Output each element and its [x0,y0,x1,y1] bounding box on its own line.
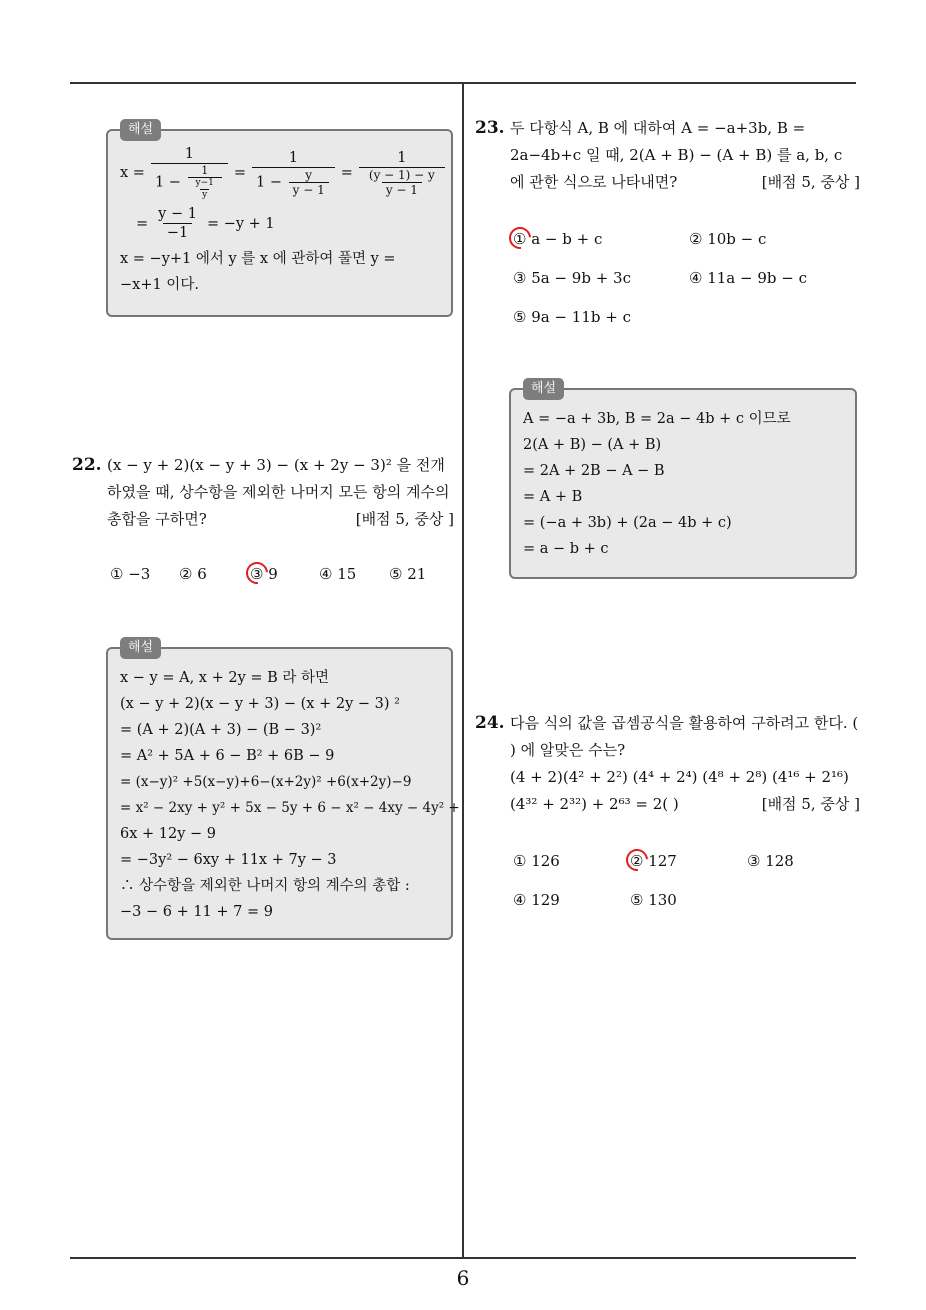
solution-line: (x − y + 2)(x − y + 3) − (x + 2y − 3) ² [120,696,400,712]
choice-3[interactable]: ③ 5a − 9b + 3c [513,269,632,287]
column-divider [462,84,464,1257]
question-meta: [배점 5, 중상 ] [761,795,860,813]
choice-1[interactable]: ① −3 [110,565,151,583]
question-text: 다음 식의 값을 곱셈공식을 활용하여 구하려고 한다. ( ) 에 알맞은 수는? [510,714,859,759]
page-number: 6 [456,1266,470,1290]
fraction-2: 1 1 − $\frac{y}{y - 1}$ [252,149,335,197]
solution-line: = 2A + 2B − A − B [523,463,665,479]
answer-circle-mark [622,845,653,876]
choice-3[interactable]: ③ 9 [250,565,278,583]
choice-2[interactable]: ② 10b − c [689,230,767,248]
solution-line: A = −a + 3b, B = 2a − 4b + c 이므로 [523,411,791,427]
question-23 [475,115,860,196]
solution-label: 해설 [120,637,161,659]
solution-line: x − y = A, x + 2y = B 라 하면 [120,670,330,686]
bottom-rule [70,1257,856,1259]
choice-4[interactable]: ④ 129 [513,891,560,909]
solution-line: = (A + 2)(A + 3) − (B − 3)² [120,722,322,738]
solution-line: = x² − 2xy + y² + 5x − 5y + 6 − x² − 4xy − 4y² + [120,800,460,816]
choice-1[interactable]: ① 126 [513,852,560,870]
fraction-3: $\frac{1}{\frac{(y - 1) - y}{y - 1}}$ [359,149,445,197]
question-number: 22. [72,455,102,475]
question-expression: (4 + 2)(4² + 2²) (4⁴ + 2⁴) (4⁸ + 2⁸) (4¹⁶ + 2¹⁶) (4³² + 2³²) + 2⁶³ = 2( ) [510,768,849,813]
choice-4[interactable]: ④ 11a − 9b − c [689,269,808,287]
solution-line: ∴ 상수항을 제외한 나머지 항의 계수의 총합 : [120,878,410,894]
choice-5[interactable]: ⑤ 21 [389,565,427,583]
fraction-1: 1 1 − $\frac{1}{\frac{y-1}{y}}$ [151,145,228,201]
solution-line: 2(A + B) − (A + B) [523,437,662,453]
question-text: 두 다항식 A, B 에 대하여 A = −a+3b, B = 2a−4b+c 일 때, 2(A + B) − (A + B) 를 a, b, c 에 관한 식으로 나타내면? [510,119,843,191]
solution-line: = −3y² − 6xy + 11x + 7y − 3 [120,852,337,868]
choice-2[interactable]: ② 127 [630,852,677,870]
question-text: (x − y + 2)(x − y + 3) − (x + 2y − 3)² 을 전개하였을 때, 상수항을 제외한 나머지 모든 항의 계수의 총합을 구하면? [107,456,450,528]
question-24 [475,710,860,818]
choice-5[interactable]: ⑤ 130 [630,891,677,909]
choice-2[interactable]: ② 6 [179,565,207,583]
question-22 [72,452,454,533]
solution-line: −3 − 6 + 11 + 7 = 9 [120,904,273,920]
fraction-equation: x = 1 1 − $\frac{1}{\frac{y-1}{y}}$ = 1 1 − $\frac{y}{y - 1}$ = $\frac{1}{\frac{(y - 1) - y}{y - 1}}$ [120,145,439,201]
solution-box-22 [106,640,460,940]
question-number: 24. [475,713,505,733]
solution-box-23 [509,381,857,579]
solution-line: = (−a + 3b) + (2a − 4b + c) [523,515,732,531]
question-meta: [배점 5, 중상 ] [355,510,454,528]
choice-3[interactable]: ③ 128 [747,852,794,870]
question-number: 23. [475,118,505,138]
solution-label: 해설 [120,119,161,141]
choice-5[interactable]: ⑤ 9a − 11b + c [513,308,632,326]
choice-4[interactable]: ④ 15 [319,565,357,583]
choice-1[interactable]: ① a − b + c [513,230,603,248]
answer-circle-mark [242,558,273,589]
solution-line: 6x + 12y − 9 [120,826,217,842]
solution-label: 해설 [523,378,564,400]
solution-box-21 [106,122,453,317]
fraction-equation-2: = $\frac{y - 1}{-1}$ = −y + 1 [136,206,275,241]
solution-line: = a − b + c [523,541,609,557]
answer-circle-mark [505,223,536,254]
solution-line: = A² + 5A + 6 − B² + 6B − 9 [120,748,335,764]
solution-line: = (x−y)² +5(x−y)+6−(x+2y)² +6(x+2y)−9 [120,774,412,790]
solution-line: = A + B [523,489,583,505]
question-meta: [배점 5, 중상 ] [761,173,860,191]
solution-text: x = −y+1 에서 y 를 x 에 관하여 풀면 y = −x+1 이다. [120,251,396,293]
